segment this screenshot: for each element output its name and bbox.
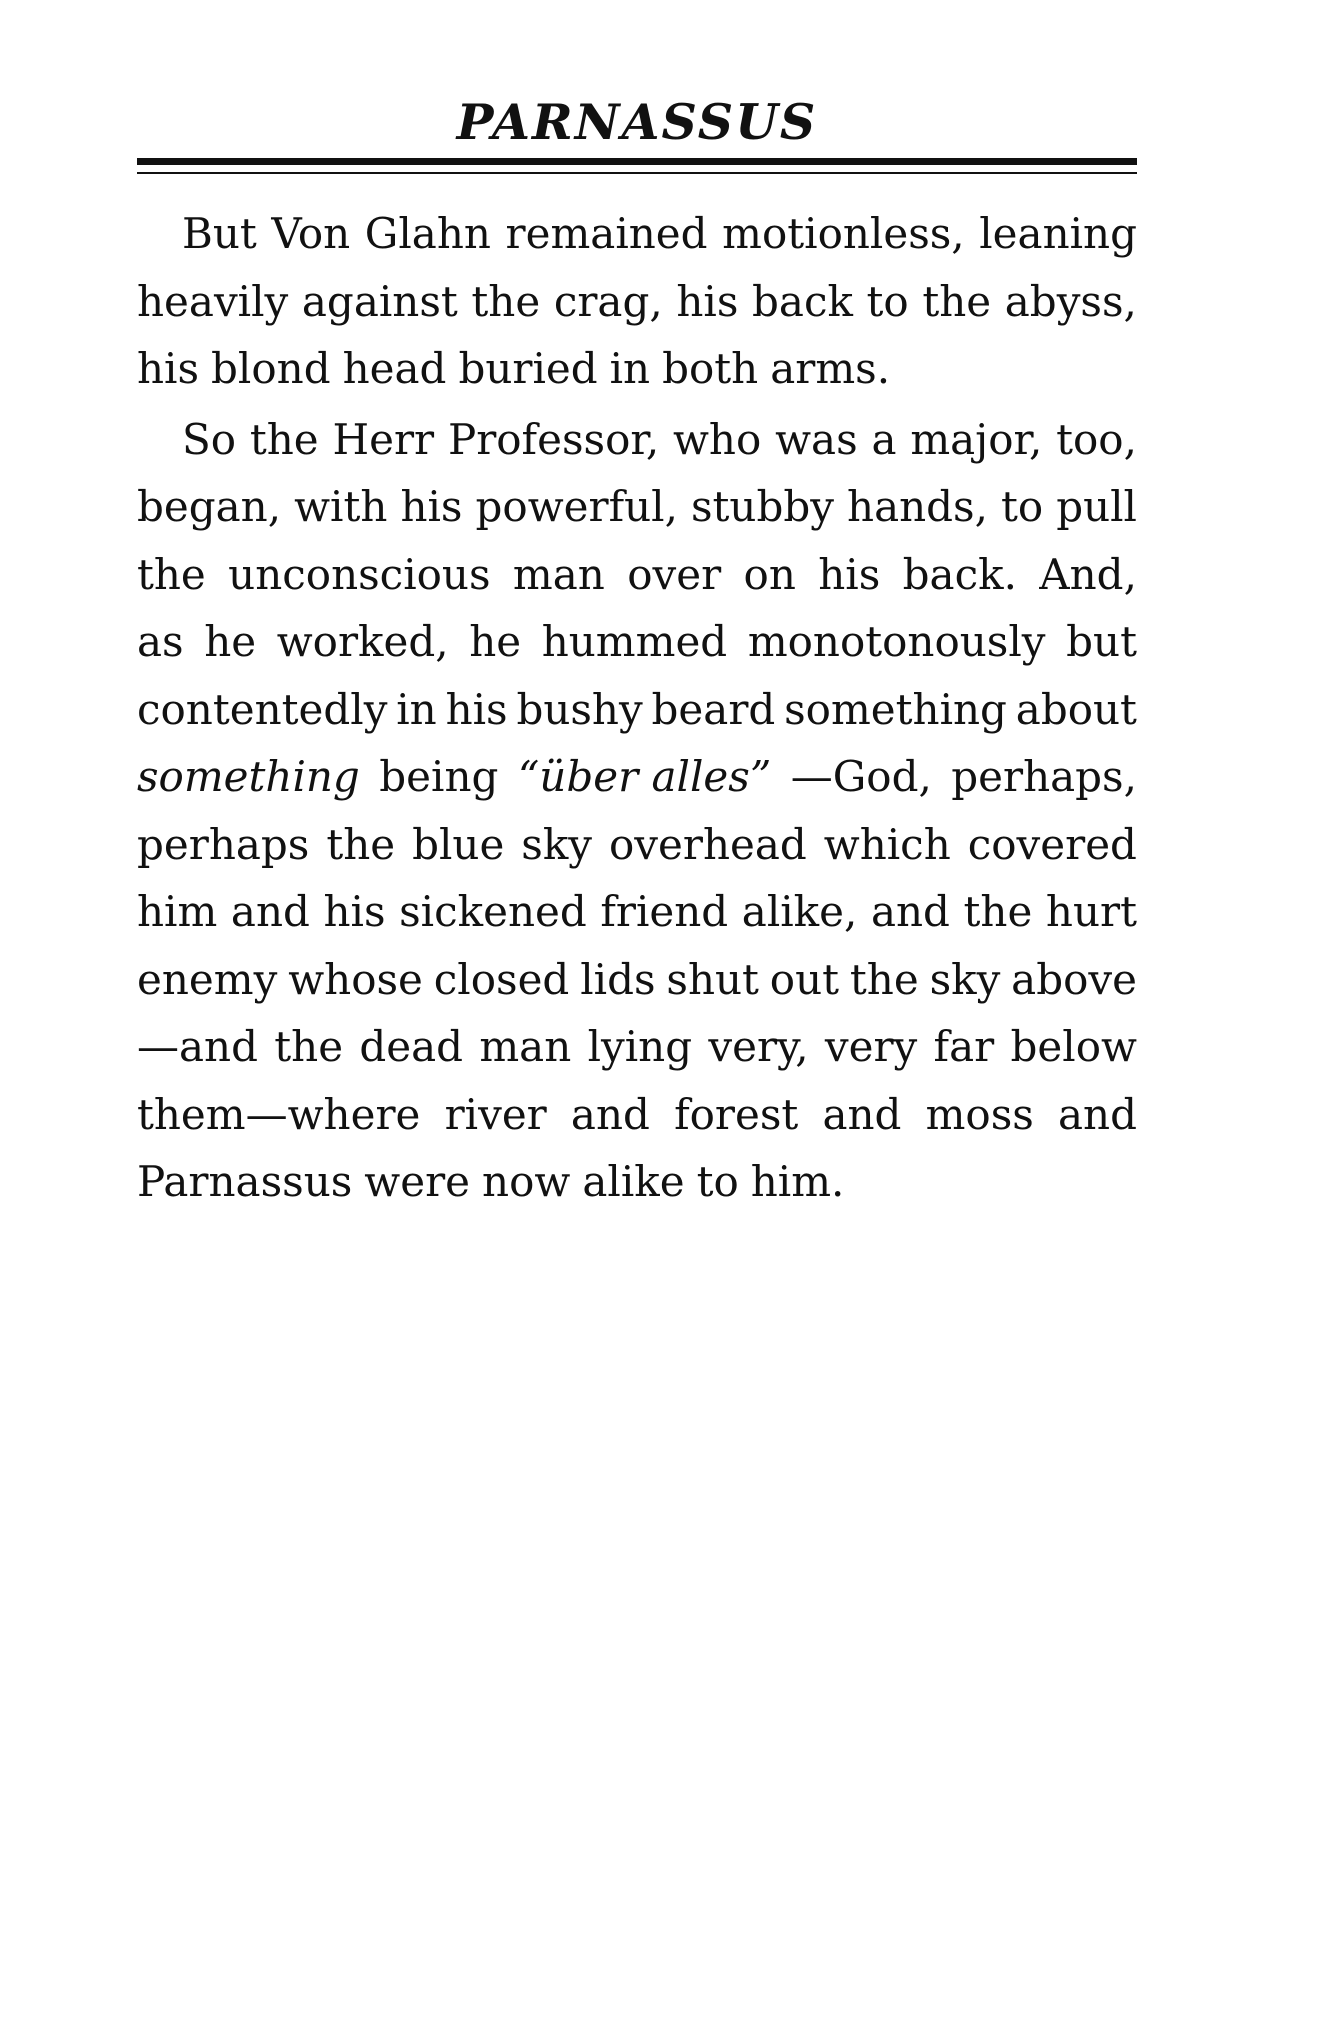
word: blue bbox=[412, 819, 505, 869]
text-line bbox=[137, 878, 1137, 946]
word: and bbox=[1058, 1089, 1137, 1139]
word: him. bbox=[750, 1157, 845, 1206]
word: worked, bbox=[276, 617, 449, 666]
word: arms. bbox=[770, 344, 891, 393]
word: monotonously bbox=[747, 617, 1046, 666]
word: Herr bbox=[332, 414, 435, 464]
word: man bbox=[479, 1022, 572, 1071]
word: the bbox=[274, 1022, 344, 1071]
word: being bbox=[379, 752, 499, 801]
word: his bbox=[400, 482, 463, 531]
word: as bbox=[137, 617, 184, 666]
word: too, bbox=[1056, 414, 1137, 464]
word: the bbox=[922, 276, 992, 326]
word: heavily bbox=[137, 276, 289, 326]
word: to bbox=[1000, 482, 1044, 531]
word: to bbox=[696, 1157, 739, 1206]
word: he bbox=[204, 617, 257, 666]
header-rule-thick bbox=[137, 158, 1137, 165]
text-line bbox=[137, 676, 1137, 744]
word: Von bbox=[271, 209, 351, 258]
text-line bbox=[137, 1081, 1137, 1149]
word: both bbox=[662, 344, 759, 393]
running-head: PARNASSUS bbox=[456, 93, 818, 151]
word: his bbox=[323, 887, 386, 936]
word: now bbox=[482, 1157, 571, 1206]
word: and bbox=[230, 887, 310, 936]
word: and bbox=[870, 887, 950, 936]
word: his bbox=[818, 549, 881, 599]
word: alike bbox=[582, 1157, 685, 1206]
word: and bbox=[570, 1089, 650, 1139]
text-line bbox=[137, 335, 1137, 403]
word: sky bbox=[929, 954, 1001, 1004]
text-line bbox=[137, 1013, 1137, 1081]
word: something bbox=[137, 752, 360, 801]
word: very, bbox=[708, 1022, 809, 1071]
word: shut bbox=[666, 954, 759, 1004]
word: alike, bbox=[741, 887, 858, 936]
word: blond bbox=[211, 344, 331, 393]
word: hummed bbox=[541, 617, 728, 666]
word: Professor, bbox=[447, 414, 660, 464]
word: below bbox=[1010, 1022, 1137, 1071]
word: hands, bbox=[847, 482, 988, 531]
word: a bbox=[871, 414, 897, 464]
word: head bbox=[342, 344, 447, 393]
word: motionless, bbox=[722, 209, 965, 258]
word: out bbox=[769, 954, 840, 1004]
word: in bbox=[396, 684, 437, 734]
word: the bbox=[849, 954, 919, 1004]
word: far bbox=[933, 1022, 995, 1071]
word: powerful, bbox=[475, 482, 678, 531]
word: “über alles” bbox=[517, 752, 772, 801]
body-text bbox=[137, 200, 1137, 1216]
word: to bbox=[866, 276, 909, 326]
text-line bbox=[137, 406, 1137, 474]
word: but bbox=[1066, 617, 1137, 666]
word: was bbox=[775, 414, 858, 464]
word: over bbox=[627, 549, 722, 599]
word: were bbox=[364, 1157, 471, 1206]
word: covered bbox=[967, 819, 1137, 869]
word: —God, bbox=[790, 752, 932, 801]
word: friend bbox=[600, 887, 729, 936]
word: And, bbox=[1039, 549, 1137, 599]
word: began, bbox=[137, 482, 282, 531]
word: perhaps bbox=[137, 819, 310, 869]
word: man bbox=[512, 549, 605, 599]
text-line bbox=[137, 1148, 1137, 1216]
word: which bbox=[823, 819, 951, 869]
word: crag, bbox=[553, 276, 663, 326]
word: about bbox=[1015, 684, 1137, 734]
word: whose bbox=[288, 954, 423, 1004]
word: forest bbox=[674, 1089, 799, 1139]
word: the bbox=[249, 414, 319, 464]
word: him bbox=[137, 887, 218, 936]
text-line bbox=[137, 268, 1137, 336]
word: pull bbox=[1056, 482, 1137, 531]
word: the bbox=[137, 549, 206, 599]
word: But bbox=[182, 209, 257, 258]
word: back bbox=[752, 276, 853, 326]
word: hurt bbox=[1045, 887, 1137, 936]
word: lids bbox=[580, 954, 656, 1004]
word: dead bbox=[359, 1022, 464, 1071]
word: on bbox=[743, 549, 796, 599]
word: unconscious bbox=[228, 549, 491, 599]
word: Parnassus bbox=[137, 1157, 353, 1206]
word: So bbox=[182, 414, 237, 464]
word: major, bbox=[910, 414, 1043, 464]
word: remained bbox=[505, 209, 708, 258]
word: above bbox=[1011, 954, 1137, 1004]
word: his bbox=[445, 684, 508, 734]
word: contentedly bbox=[137, 684, 388, 734]
word: something bbox=[784, 684, 1007, 734]
text-line bbox=[137, 608, 1137, 676]
word: the bbox=[326, 819, 396, 869]
word: in bbox=[609, 344, 651, 393]
word: back. bbox=[902, 549, 1017, 599]
word: moss bbox=[925, 1089, 1034, 1139]
word: buried bbox=[458, 344, 598, 393]
word: against bbox=[301, 276, 458, 326]
word: sickened bbox=[399, 887, 587, 936]
word: abyss, bbox=[1004, 276, 1137, 326]
word: he bbox=[469, 617, 522, 666]
word: the bbox=[963, 887, 1033, 936]
header-rule-thin bbox=[137, 172, 1137, 174]
word: his bbox=[137, 344, 200, 393]
word: and bbox=[822, 1089, 902, 1139]
word: leaning bbox=[979, 209, 1137, 258]
word: his bbox=[676, 276, 739, 326]
text-line bbox=[137, 473, 1137, 541]
word: —and bbox=[137, 1022, 258, 1071]
text-line bbox=[137, 811, 1137, 879]
word: the bbox=[471, 276, 541, 326]
word: perhaps, bbox=[951, 752, 1137, 801]
word: overhead bbox=[609, 819, 807, 869]
text-line bbox=[137, 200, 1137, 268]
word: river bbox=[444, 1089, 547, 1139]
word: who bbox=[672, 414, 762, 464]
word: closed bbox=[433, 954, 570, 1004]
text-line bbox=[137, 743, 1137, 811]
word: them—where bbox=[137, 1089, 421, 1139]
word: Glahn bbox=[364, 209, 491, 258]
word: beard bbox=[651, 684, 776, 734]
text-line bbox=[137, 541, 1137, 609]
word: with bbox=[294, 482, 388, 531]
word: stubby bbox=[691, 482, 834, 531]
word: enemy bbox=[137, 954, 278, 1004]
word: bushy bbox=[516, 684, 643, 734]
word: very bbox=[824, 1022, 918, 1071]
word: lying bbox=[587, 1022, 693, 1071]
text-line bbox=[137, 946, 1137, 1014]
word: sky bbox=[521, 819, 593, 869]
